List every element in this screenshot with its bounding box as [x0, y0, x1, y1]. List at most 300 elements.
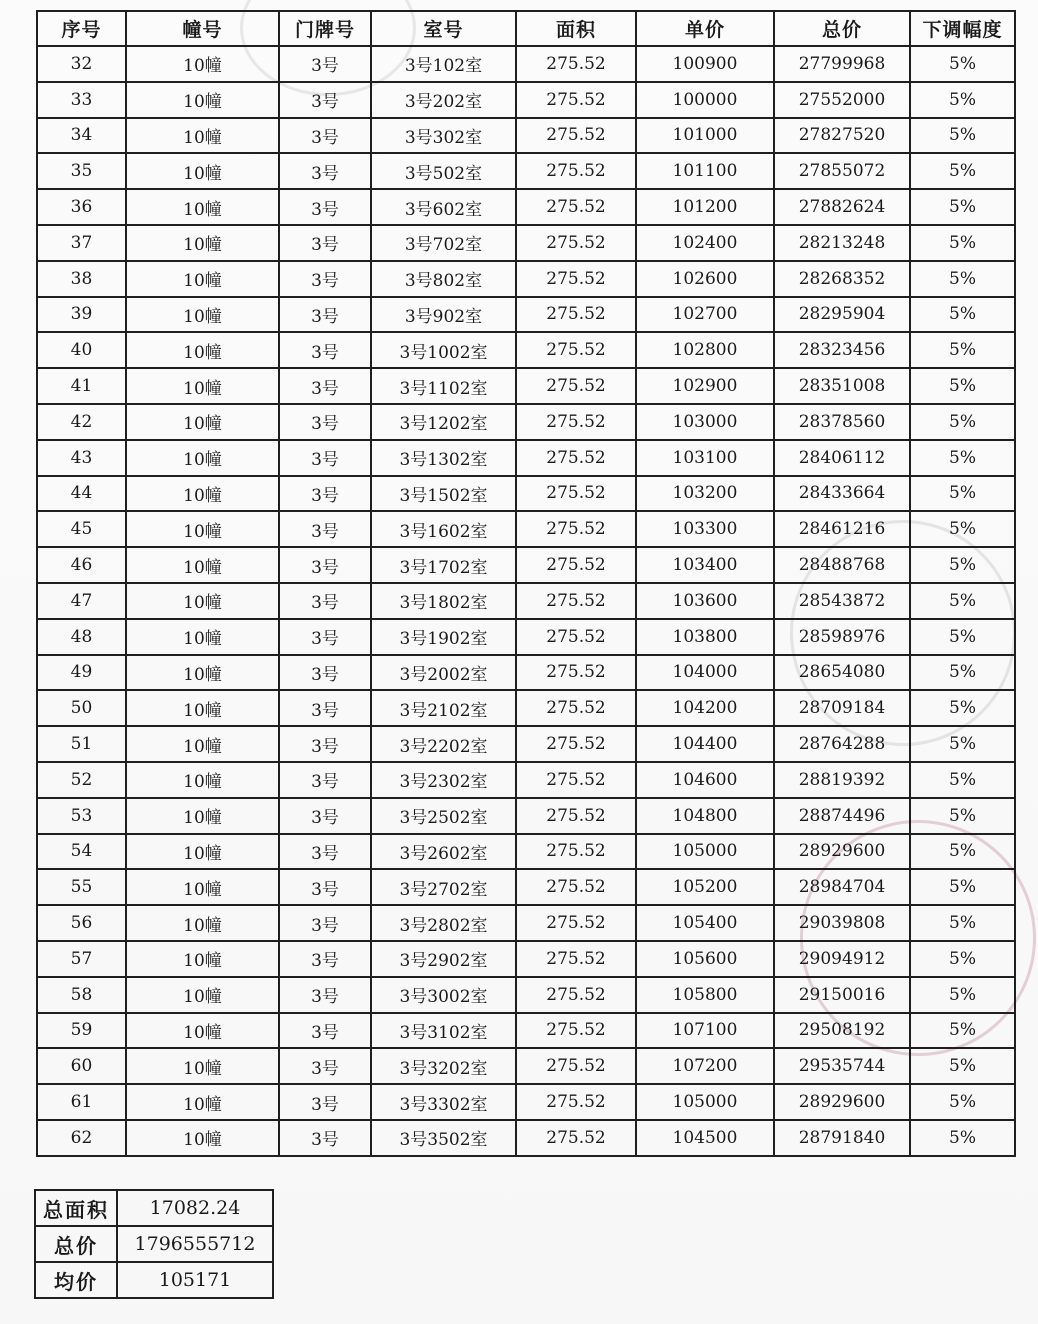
cell-total-price: 29508192: [774, 1013, 910, 1049]
cell-total-price: 28378560: [774, 404, 910, 440]
cell-area: 275.52: [516, 153, 636, 189]
cell-index: 49: [37, 655, 126, 691]
cell-reduction: 5%: [910, 762, 1015, 798]
cell-area: 275.52: [516, 511, 636, 547]
cell-index: 48: [37, 619, 126, 655]
table-row: [37, 547, 1015, 583]
cell-room: 3号3102室: [371, 1013, 516, 1049]
cell-room: 3号802室: [371, 261, 516, 297]
cell-total-price: 28295904: [774, 297, 910, 333]
table-row: [37, 869, 1015, 905]
table-row: [37, 225, 1015, 261]
cell-index: 54: [37, 834, 126, 870]
cell-room: 3号902室: [371, 297, 516, 333]
cell-total-price: 27799968: [774, 46, 910, 82]
cell-index: 33: [37, 82, 126, 118]
cell-index: 37: [37, 225, 126, 261]
cell-door-number: 3号: [279, 941, 371, 977]
cell-building: 10幢: [126, 905, 279, 941]
cell-building: 10幢: [126, 834, 279, 870]
cell-building: 10幢: [126, 619, 279, 655]
cell-door-number: 3号: [279, 153, 371, 189]
cell-reduction: 5%: [910, 834, 1015, 870]
table-row: [37, 1013, 1015, 1049]
cell-index: 59: [37, 1013, 126, 1049]
table-row: [37, 690, 1015, 726]
cell-total-price: 28268352: [774, 261, 910, 297]
cell-door-number: 3号: [279, 261, 371, 297]
cell-index: 45: [37, 511, 126, 547]
summary-row-total-area: [35, 1190, 273, 1226]
cell-unit-price: 101100: [636, 153, 774, 189]
cell-index: 40: [37, 332, 126, 368]
cell-room: 3号1902室: [371, 619, 516, 655]
cell-total-price: 29535744: [774, 1048, 910, 1084]
table-row: [37, 440, 1015, 476]
cell-unit-price: 103200: [636, 476, 774, 512]
cell-reduction: 5%: [910, 153, 1015, 189]
table-row: [37, 977, 1015, 1013]
cell-room: 3号1802室: [371, 583, 516, 619]
cell-reduction: 5%: [910, 1084, 1015, 1120]
cell-door-number: 3号: [279, 404, 371, 440]
cell-index: 61: [37, 1084, 126, 1120]
cell-door-number: 3号: [279, 297, 371, 333]
cell-unit-price: 107100: [636, 1013, 774, 1049]
cell-unit-price: 102800: [636, 332, 774, 368]
table-row: [37, 798, 1015, 834]
cell-unit-price: 103800: [636, 619, 774, 655]
cell-room: 3号2102室: [371, 690, 516, 726]
cell-room: 3号202室: [371, 82, 516, 118]
cell-area: 275.52: [516, 1120, 636, 1156]
cell-total-price: 28929600: [774, 1084, 910, 1120]
cell-area: 275.52: [516, 1013, 636, 1049]
cell-unit-price: 107200: [636, 1048, 774, 1084]
cell-reduction: 5%: [910, 1013, 1015, 1049]
cell-room: 3号1002室: [371, 332, 516, 368]
cell-index: 46: [37, 547, 126, 583]
cell-total-price: 28213248: [774, 225, 910, 261]
cell-building: 10幢: [126, 869, 279, 905]
cell-area: 275.52: [516, 332, 636, 368]
cell-building: 10幢: [126, 726, 279, 762]
cell-area: 275.52: [516, 261, 636, 297]
cell-index: 32: [37, 46, 126, 82]
cell-unit-price: 100000: [636, 82, 774, 118]
cell-index: 56: [37, 905, 126, 941]
cell-unit-price: 102400: [636, 225, 774, 261]
cell-area: 275.52: [516, 977, 636, 1013]
cell-index: 39: [37, 297, 126, 333]
cell-reduction: 5%: [910, 977, 1015, 1013]
table-row: [37, 619, 1015, 655]
summary-value: 1796555712: [117, 1226, 273, 1262]
cell-building: 10幢: [126, 583, 279, 619]
cell-building: 10幢: [126, 82, 279, 118]
cell-unit-price: 102700: [636, 297, 774, 333]
cell-total-price: 27855072: [774, 153, 910, 189]
cell-reduction: 5%: [910, 82, 1015, 118]
cell-door-number: 3号: [279, 476, 371, 512]
table-row: [37, 1084, 1015, 1120]
cell-total-price: 27552000: [774, 82, 910, 118]
cell-area: 275.52: [516, 225, 636, 261]
cell-unit-price: 104200: [636, 690, 774, 726]
header-total-price: 总价: [774, 11, 910, 46]
cell-index: 44: [37, 476, 126, 512]
cell-door-number: 3号: [279, 189, 371, 225]
table-row: [37, 726, 1015, 762]
cell-reduction: 5%: [910, 189, 1015, 225]
cell-room: 3号602室: [371, 189, 516, 225]
cell-unit-price: 103000: [636, 404, 774, 440]
cell-index: 50: [37, 690, 126, 726]
summary-table: [34, 1189, 274, 1299]
cell-total-price: 29094912: [774, 941, 910, 977]
cell-unit-price: 103600: [636, 583, 774, 619]
cell-door-number: 3号: [279, 869, 371, 905]
cell-door-number: 3号: [279, 655, 371, 691]
cell-area: 275.52: [516, 905, 636, 941]
cell-area: 275.52: [516, 619, 636, 655]
cell-room: 3号1302室: [371, 440, 516, 476]
table-row: [37, 834, 1015, 870]
cell-reduction: 5%: [910, 726, 1015, 762]
cell-area: 275.52: [516, 869, 636, 905]
header-index: 序号: [37, 11, 126, 46]
cell-room: 3号502室: [371, 153, 516, 189]
cell-area: 275.52: [516, 440, 636, 476]
cell-index: 58: [37, 977, 126, 1013]
cell-building: 10幢: [126, 118, 279, 154]
cell-building: 10幢: [126, 798, 279, 834]
cell-reduction: 5%: [910, 368, 1015, 404]
cell-area: 275.52: [516, 297, 636, 333]
cell-total-price: 28433664: [774, 476, 910, 512]
table-row: [37, 368, 1015, 404]
cell-room: 3号1702室: [371, 547, 516, 583]
cell-building: 10幢: [126, 690, 279, 726]
cell-total-price: 28764288: [774, 726, 910, 762]
cell-door-number: 3号: [279, 440, 371, 476]
cell-area: 275.52: [516, 46, 636, 82]
cell-area: 275.52: [516, 1084, 636, 1120]
cell-door-number: 3号: [279, 619, 371, 655]
cell-area: 275.52: [516, 118, 636, 154]
cell-room: 3号2702室: [371, 869, 516, 905]
cell-building: 10幢: [126, 46, 279, 82]
cell-index: 55: [37, 869, 126, 905]
cell-door-number: 3号: [279, 1048, 371, 1084]
cell-reduction: 5%: [910, 583, 1015, 619]
table-body: [37, 46, 1015, 1156]
cell-total-price: 28984704: [774, 869, 910, 905]
cell-total-price: 29150016: [774, 977, 910, 1013]
cell-door-number: 3号: [279, 690, 371, 726]
cell-door-number: 3号: [279, 834, 371, 870]
cell-room: 3号1502室: [371, 476, 516, 512]
table-row: [37, 332, 1015, 368]
cell-building: 10幢: [126, 261, 279, 297]
cell-reduction: 5%: [910, 440, 1015, 476]
cell-index: 51: [37, 726, 126, 762]
cell-room: 3号2502室: [371, 798, 516, 834]
cell-unit-price: 101000: [636, 118, 774, 154]
table-row: [37, 476, 1015, 512]
cell-building: 10幢: [126, 655, 279, 691]
cell-building: 10幢: [126, 511, 279, 547]
cell-door-number: 3号: [279, 118, 371, 154]
cell-total-price: 28874496: [774, 798, 910, 834]
cell-building: 10幢: [126, 547, 279, 583]
table-row: [37, 261, 1015, 297]
cell-index: 62: [37, 1120, 126, 1156]
cell-reduction: 5%: [910, 261, 1015, 297]
cell-index: 34: [37, 118, 126, 154]
cell-door-number: 3号: [279, 225, 371, 261]
table-header-row: [37, 11, 1015, 46]
cell-unit-price: 105000: [636, 1084, 774, 1120]
cell-unit-price: 104000: [636, 655, 774, 691]
cell-building: 10幢: [126, 1120, 279, 1156]
cell-area: 275.52: [516, 941, 636, 977]
cell-reduction: 5%: [910, 905, 1015, 941]
cell-door-number: 3号: [279, 547, 371, 583]
header-unit-price: 单价: [636, 11, 774, 46]
table-row: [37, 511, 1015, 547]
cell-index: 41: [37, 368, 126, 404]
cell-total-price: 28323456: [774, 332, 910, 368]
cell-index: 42: [37, 404, 126, 440]
cell-unit-price: 104500: [636, 1120, 774, 1156]
cell-door-number: 3号: [279, 905, 371, 941]
cell-door-number: 3号: [279, 46, 371, 82]
cell-reduction: 5%: [910, 1120, 1015, 1156]
cell-reduction: 5%: [910, 798, 1015, 834]
summary-row-average-price: [35, 1262, 273, 1298]
table-row: [37, 583, 1015, 619]
cell-reduction: 5%: [910, 332, 1015, 368]
table-row: [37, 404, 1015, 440]
cell-building: 10幢: [126, 762, 279, 798]
cell-total-price: 28488768: [774, 547, 910, 583]
cell-room: 3号3202室: [371, 1048, 516, 1084]
cell-total-price: 28791840: [774, 1120, 910, 1156]
cell-index: 36: [37, 189, 126, 225]
cell-area: 275.52: [516, 1048, 636, 1084]
cell-building: 10幢: [126, 368, 279, 404]
cell-reduction: 5%: [910, 46, 1015, 82]
cell-room: 3号2802室: [371, 905, 516, 941]
cell-door-number: 3号: [279, 511, 371, 547]
cell-door-number: 3号: [279, 798, 371, 834]
cell-area: 275.52: [516, 547, 636, 583]
cell-index: 47: [37, 583, 126, 619]
cell-door-number: 3号: [279, 726, 371, 762]
table-row: [37, 762, 1015, 798]
cell-reduction: 5%: [910, 1048, 1015, 1084]
price-table: [36, 10, 1016, 1157]
cell-building: 10幢: [126, 977, 279, 1013]
cell-door-number: 3号: [279, 82, 371, 118]
cell-reduction: 5%: [910, 869, 1015, 905]
cell-reduction: 5%: [910, 619, 1015, 655]
cell-building: 10幢: [126, 440, 279, 476]
header-door-number: 门牌号: [279, 11, 371, 46]
cell-unit-price: 105800: [636, 977, 774, 1013]
cell-total-price: 28819392: [774, 762, 910, 798]
cell-area: 275.52: [516, 762, 636, 798]
table-row: [37, 905, 1015, 941]
table-row: [37, 82, 1015, 118]
header-building: 幢号: [126, 11, 279, 46]
cell-unit-price: 102600: [636, 261, 774, 297]
summary-label: 总价: [35, 1226, 117, 1262]
table-row: [37, 941, 1015, 977]
table-row: [37, 118, 1015, 154]
cell-area: 275.52: [516, 690, 636, 726]
cell-unit-price: 104800: [636, 798, 774, 834]
summary-value: 17082.24: [117, 1190, 273, 1226]
cell-building: 10幢: [126, 404, 279, 440]
cell-area: 275.52: [516, 583, 636, 619]
cell-reduction: 5%: [910, 511, 1015, 547]
cell-total-price: 28598976: [774, 619, 910, 655]
cell-total-price: 28929600: [774, 834, 910, 870]
cell-reduction: 5%: [910, 476, 1015, 512]
cell-area: 275.52: [516, 404, 636, 440]
table-row: [37, 46, 1015, 82]
summary-row-total-price: [35, 1226, 273, 1262]
cell-area: 275.52: [516, 655, 636, 691]
cell-reduction: 5%: [910, 655, 1015, 691]
summary-value: 105171: [117, 1262, 273, 1298]
cell-room: 3号2202室: [371, 726, 516, 762]
table-row: [37, 1120, 1015, 1156]
cell-area: 275.52: [516, 834, 636, 870]
cell-building: 10幢: [126, 476, 279, 512]
cell-unit-price: 104600: [636, 762, 774, 798]
cell-unit-price: 100900: [636, 46, 774, 82]
cell-reduction: 5%: [910, 941, 1015, 977]
cell-unit-price: 105000: [636, 834, 774, 870]
cell-door-number: 3号: [279, 368, 371, 404]
cell-room: 3号3002室: [371, 977, 516, 1013]
table-row: [37, 297, 1015, 333]
cell-room: 3号1202室: [371, 404, 516, 440]
cell-index: 53: [37, 798, 126, 834]
cell-index: 43: [37, 440, 126, 476]
cell-reduction: 5%: [910, 547, 1015, 583]
cell-building: 10幢: [126, 297, 279, 333]
table-row: [37, 1048, 1015, 1084]
cell-unit-price: 104400: [636, 726, 774, 762]
cell-unit-price: 105600: [636, 941, 774, 977]
cell-unit-price: 105400: [636, 905, 774, 941]
cell-total-price: 28406112: [774, 440, 910, 476]
cell-building: 10幢: [126, 1013, 279, 1049]
cell-building: 10幢: [126, 1084, 279, 1120]
cell-room: 3号302室: [371, 118, 516, 154]
cell-building: 10幢: [126, 225, 279, 261]
cell-area: 275.52: [516, 798, 636, 834]
header-room: 室号: [371, 11, 516, 46]
cell-total-price: 27827520: [774, 118, 910, 154]
cell-unit-price: 101200: [636, 189, 774, 225]
cell-total-price: 27882624: [774, 189, 910, 225]
cell-building: 10幢: [126, 153, 279, 189]
header-reduction: 下调幅度: [910, 11, 1015, 46]
cell-index: 57: [37, 941, 126, 977]
cell-index: 35: [37, 153, 126, 189]
cell-room: 3号702室: [371, 225, 516, 261]
cell-unit-price: 103300: [636, 511, 774, 547]
cell-total-price: 28543872: [774, 583, 910, 619]
cell-room: 3号1602室: [371, 511, 516, 547]
cell-area: 275.52: [516, 82, 636, 118]
cell-index: 60: [37, 1048, 126, 1084]
cell-door-number: 3号: [279, 1120, 371, 1156]
cell-building: 10幢: [126, 1048, 279, 1084]
cell-area: 275.52: [516, 726, 636, 762]
cell-building: 10幢: [126, 189, 279, 225]
cell-room: 3号2902室: [371, 941, 516, 977]
cell-door-number: 3号: [279, 332, 371, 368]
cell-room: 3号2602室: [371, 834, 516, 870]
cell-area: 275.52: [516, 368, 636, 404]
cell-index: 52: [37, 762, 126, 798]
cell-total-price: 28461216: [774, 511, 910, 547]
cell-total-price: 28654080: [774, 655, 910, 691]
cell-building: 10幢: [126, 332, 279, 368]
table-row: [37, 655, 1015, 691]
cell-room: 3号1102室: [371, 368, 516, 404]
cell-reduction: 5%: [910, 118, 1015, 154]
cell-unit-price: 103100: [636, 440, 774, 476]
table-row: [37, 153, 1015, 189]
cell-reduction: 5%: [910, 404, 1015, 440]
cell-door-number: 3号: [279, 1084, 371, 1120]
cell-room: 3号102室: [371, 46, 516, 82]
cell-door-number: 3号: [279, 762, 371, 798]
cell-room: 3号3502室: [371, 1120, 516, 1156]
cell-building: 10幢: [126, 941, 279, 977]
cell-area: 275.52: [516, 476, 636, 512]
cell-total-price: 29039808: [774, 905, 910, 941]
cell-room: 3号2002室: [371, 655, 516, 691]
cell-door-number: 3号: [279, 1013, 371, 1049]
summary-label: 均价: [35, 1262, 117, 1298]
cell-unit-price: 105200: [636, 869, 774, 905]
cell-reduction: 5%: [910, 690, 1015, 726]
summary-label: 总面积: [35, 1190, 117, 1226]
cell-unit-price: 102900: [636, 368, 774, 404]
cell-total-price: 28709184: [774, 690, 910, 726]
cell-index: 38: [37, 261, 126, 297]
cell-area: 275.52: [516, 189, 636, 225]
cell-reduction: 5%: [910, 297, 1015, 333]
cell-door-number: 3号: [279, 583, 371, 619]
cell-door-number: 3号: [279, 977, 371, 1013]
cell-reduction: 5%: [910, 225, 1015, 261]
cell-unit-price: 103400: [636, 547, 774, 583]
cell-room: 3号3302室: [371, 1084, 516, 1120]
cell-room: 3号2302室: [371, 762, 516, 798]
header-area: 面积: [516, 11, 636, 46]
cell-total-price: 28351008: [774, 368, 910, 404]
table-row: [37, 189, 1015, 225]
